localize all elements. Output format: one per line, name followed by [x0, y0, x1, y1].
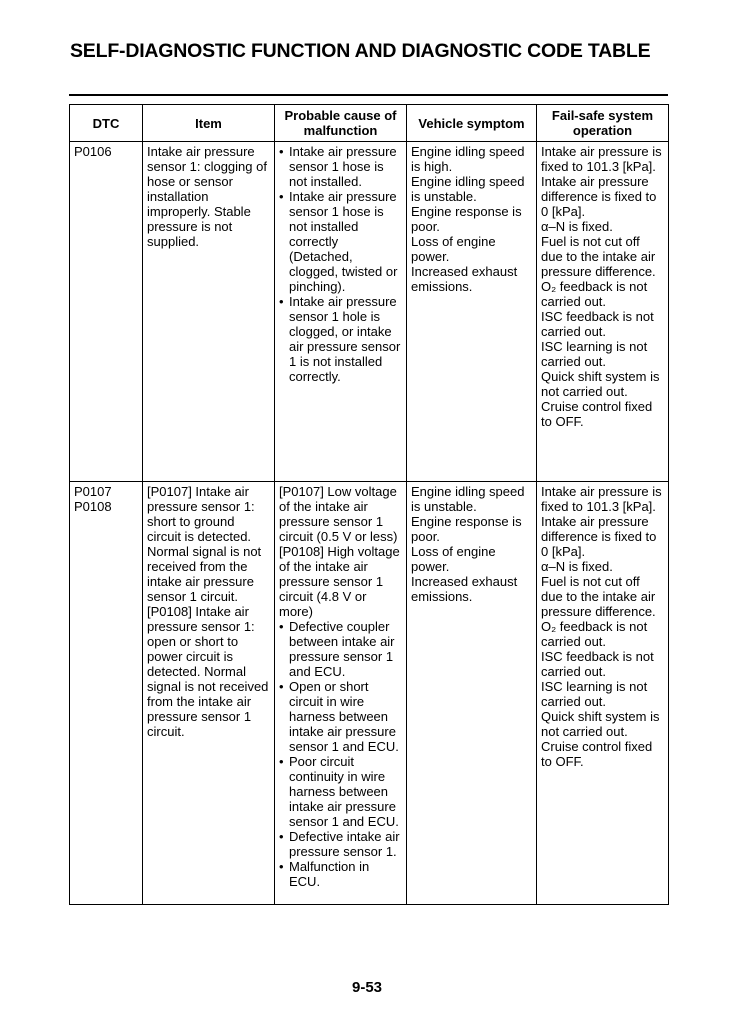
diagnostic-code-table — [69, 104, 669, 905]
item-text: [P0107] Intake air pressure sensor 1: short to ground circuit is detected. Normal signal is not received from the intake air pressure sensor 1 circuit. — [147, 484, 262, 604]
failsafe-line: Intake air pressure is fixed to 101.3 [kPa]. — [541, 484, 662, 514]
failsafe-cell — [537, 482, 669, 905]
symptom-line: Increased exhaust emissions. — [411, 264, 518, 294]
symptom-line: Increased exhaust emissions. — [411, 574, 518, 604]
failsafe-line: Fuel is not cut off due to the intake air pressure difference. — [541, 234, 656, 279]
failsafe-line: Intake air pressure difference is fixed to 0 [kPa]. — [541, 174, 657, 219]
cause-bullet: • Intake air pressure sensor 1 hose is not installed correctly (Detached, clogged, twisted or pinching). — [279, 189, 403, 294]
symptom-line: Engine idling speed is high. — [411, 144, 525, 174]
symptom-line: Engine idling speed is unstable. — [411, 484, 525, 514]
header-fail-safe: Fail-safe system operation — [537, 105, 669, 142]
cause-bullet: • Poor circuit continuity in wire harness between intake air pressure sensor 1 and ECU. — [279, 754, 403, 829]
cause-bullet: • Intake air pressure sensor 1 hose is not installed. — [279, 144, 403, 189]
cause-bullet: • Defective intake air pressure sensor 1. — [279, 829, 403, 859]
item-text: Intake air pressure sensor 1: clogging of hose or sensor installation improperly. Stable pressure is not supplied. — [147, 144, 267, 249]
cause-bullet: • Defective coupler between intake air pressure sensor 1 and ECU. — [279, 619, 403, 679]
failsafe-line: ISC learning is not carried out. — [541, 339, 648, 369]
failsafe-line: ISC learning is not carried out. — [541, 679, 648, 709]
header-probable-cause: Probable cause of malfunction — [275, 105, 407, 142]
table-header-row — [70, 105, 669, 142]
failsafe-line: Quick shift system is not carried out. — [541, 709, 660, 739]
symptom-line: Engine response is poor. — [411, 204, 522, 234]
failsafe-line: ISC feedback is not carried out. — [541, 649, 654, 679]
symptom-line: Engine idling speed is unstable. — [411, 174, 525, 204]
page-title: SELF-DIAGNOSTIC FUNCTION AND DIAGNOSTIC CODE TABLE — [70, 40, 651, 62]
cause-cell — [275, 482, 407, 905]
symptom-line: Loss of engine power. — [411, 544, 496, 574]
failsafe-line: α–N is fixed. — [541, 219, 613, 234]
failsafe-line: Intake air pressure difference is fixed to 0 [kPa]. — [541, 514, 657, 559]
failsafe-line: α–N is fixed. — [541, 559, 613, 574]
item-text: [P0108] Intake air pressure sensor 1: open or short to power circuit is detected. Normal signal is not received from the intake air pressure sensor 1 circuit. — [147, 604, 269, 739]
title-rule — [69, 94, 668, 96]
page-number: 9-53 — [351, 979, 383, 996]
dtc-cell — [70, 142, 143, 482]
failsafe-line: Fuel is not cut off due to the intake air pressure difference. — [541, 574, 656, 619]
cause-bullet: • Malfunction in ECU. — [279, 859, 403, 889]
cause-intro: [P0108] High voltage of the intake air pressure sensor 1 circuit (4.8 V or more) — [279, 544, 400, 619]
header-vehicle-symptom: Vehicle symptom — [407, 105, 537, 142]
failsafe-line: Cruise control fixed to OFF. — [541, 739, 653, 769]
cause-bullet: • Intake air pressure sensor 1 hole is clogged, or intake air pressure sensor 1 is not installed correctly. — [279, 294, 403, 384]
cause-intro: [P0107] Low voltage of the intake air pressure sensor 1 circuit (0.5 V or less) — [279, 484, 398, 544]
symptom-line: Engine response is poor. — [411, 514, 522, 544]
symptom-cell — [407, 142, 537, 482]
failsafe-line: Quick shift system is not carried out. — [541, 369, 660, 399]
failsafe-cell — [537, 142, 669, 482]
dtc-code: P0108 — [74, 499, 112, 514]
symptom-cell — [407, 482, 537, 905]
failsafe-line: O₂ feedback is not carried out. — [541, 279, 648, 309]
cause-cell — [275, 142, 407, 482]
failsafe-line: O₂ feedback is not carried out. — [541, 619, 648, 649]
dtc-code: P0107 — [74, 484, 112, 499]
failsafe-line: Intake air pressure is fixed to 101.3 [kPa]. — [541, 144, 662, 174]
table-row — [70, 142, 669, 482]
dtc-code: P0106 — [74, 144, 112, 159]
failsafe-line: Cruise control fixed to OFF. — [541, 399, 653, 429]
table-row — [70, 482, 669, 905]
cause-bullet: • Open or short circuit in wire harness between intake air pressure sensor 1 and ECU. — [279, 679, 403, 754]
header-item: Item — [143, 105, 275, 142]
header-dtc: DTC — [70, 105, 143, 142]
dtc-cell — [70, 482, 143, 905]
symptom-line: Loss of engine power. — [411, 234, 496, 264]
item-cell — [143, 142, 275, 482]
item-cell — [143, 482, 275, 905]
failsafe-line: ISC feedback is not carried out. — [541, 309, 654, 339]
